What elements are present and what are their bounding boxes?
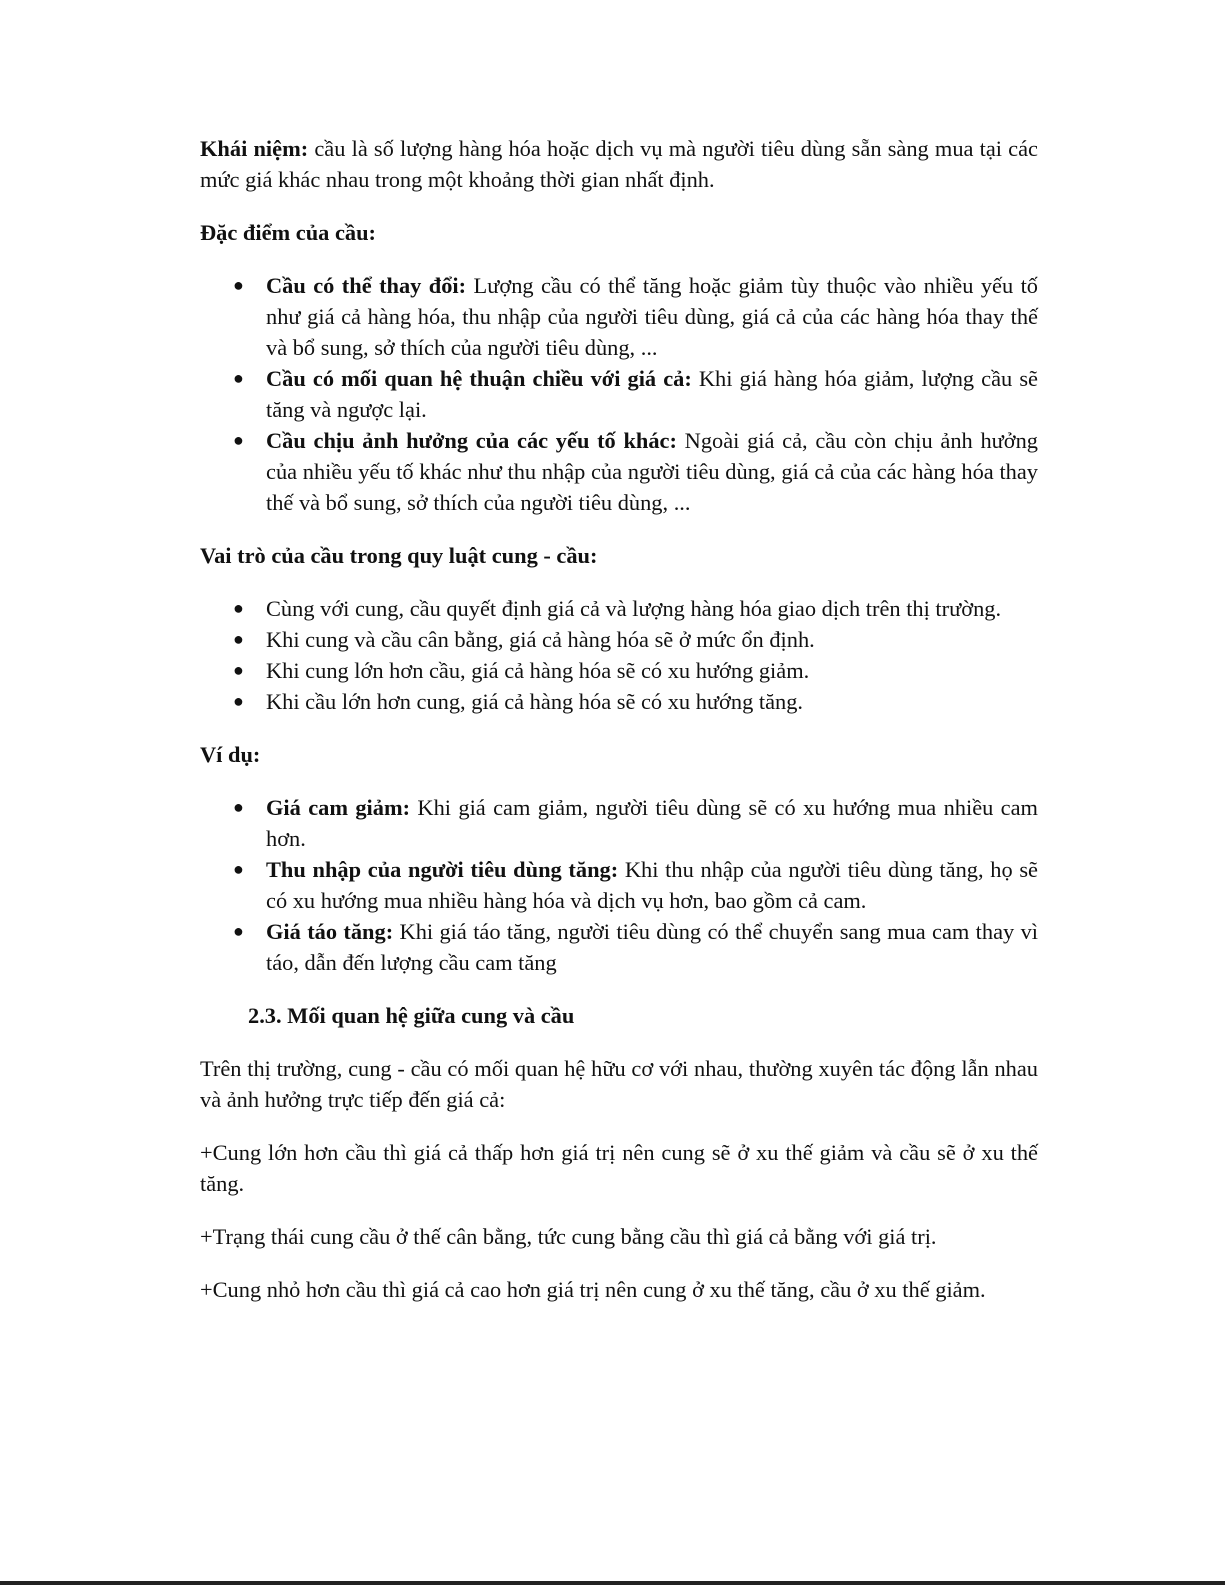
bullet-icon: ● (233, 797, 244, 817)
list-item (200, 655, 1038, 686)
list-item (200, 854, 1038, 916)
page-bottom-border (0, 1581, 1225, 1585)
item-text: Khi giá cam giảm, người tiêu dùng sẽ có xu hướng mua nhiều cam hơn. (266, 795, 1038, 851)
item-label: Thu nhập của người tiêu dùng tăng: (266, 857, 619, 882)
item-text: Lượng cầu có thể tăng hoặc giảm tùy thuộc vào nhiều yếu tố như giá cả hàng hóa, thu nhập của người tiêu dùng, giá cả của các hàng hóa thay thế và bổ sung, sở thích của người tiêu dùng, ... (266, 273, 1038, 360)
bullet-icon: ● (233, 691, 244, 711)
bullet-icon: ● (233, 598, 244, 618)
item-label: Cầu có thể thay đổi: (266, 273, 467, 298)
list-item (200, 363, 1038, 425)
item-text: Khi thu nhập của người tiêu dùng tăng, họ sẽ có xu hướng mua nhiều hàng hóa và dịch vụ hơn, bao gồm cả cam. (266, 857, 1038, 913)
list-item (200, 916, 1038, 978)
item-text: Khi giá táo tăng, người tiêu dùng có thể chuyển sang mua cam thay vì táo, dẫn đến lượng cầu cam tăng (266, 919, 1038, 975)
item-label: Giá táo tăng: (266, 919, 394, 944)
bullet-icon: ● (233, 921, 244, 941)
bullet-icon: ● (233, 368, 244, 388)
list-item (200, 686, 1038, 717)
item-text: Khi giá hàng hóa giảm, lượng cầu sẽ tăng và ngược lại. (266, 366, 1038, 422)
list-item (200, 270, 1038, 363)
relation-point: +Cung nhỏ hơn cầu thì giá cả cao hơn giá trị nên cung ở xu thế tăng, cầu ở xu thế giảm. (200, 1277, 986, 1302)
item-text: Ngoài giá cả, cầu còn chịu ảnh hưởng của nhiều yếu tố khác như thu nhập của người tiêu dùng, giá cả của các hàng hóa thay thế và bổ sung, sở thích của người tiêu dùng, ... (266, 428, 1039, 515)
bullet-icon: ● (233, 859, 244, 879)
item-text: Khi cung lớn hơn cầu, giá cả hàng hóa sẽ có xu hướng giảm. (266, 658, 810, 683)
relation-point: +Cung lớn hơn cầu thì giá cả thấp hơn giá trị nên cung sẽ ở xu thế giảm và cầu sẽ ở xu thế tăng. (200, 1140, 1038, 1196)
list-item (200, 792, 1038, 854)
role-list (200, 593, 1038, 717)
list-item (200, 624, 1038, 655)
definition-paragraph (200, 133, 1038, 195)
bullet-icon: ● (233, 660, 244, 680)
definition-label: Khái niệm: (200, 136, 309, 161)
item-label: Giá cam giảm: (266, 795, 411, 820)
list-item (200, 425, 1038, 518)
document-page (200, 133, 1038, 1327)
bullet-icon: ● (233, 430, 244, 450)
item-label: Cầu có mối quan hệ thuận chiều với giá cả: (266, 366, 692, 391)
item-text: Khi cầu lớn hơn cung, giá cả hàng hóa sẽ có xu hướng tăng. (266, 689, 804, 714)
bullet-icon: ● (233, 275, 244, 295)
examples-list (200, 792, 1038, 978)
item-label: Cầu chịu ảnh hưởng của các yếu tố khác: (266, 428, 677, 453)
characteristics-heading: Đặc điểm của cầu: (200, 220, 376, 245)
relation-point: +Trạng thái cung cầu ở thế cân bằng, tức cung bằng cầu thì giá cả bằng với giá trị. (200, 1224, 937, 1249)
definition-text: cầu là số lượng hàng hóa hoặc dịch vụ mà người tiêu dùng sẵn sàng mua tại các mức giá khác nhau trong một khoảng thời gian nhất định. (200, 136, 1038, 192)
bullet-icon: ● (233, 629, 244, 649)
list-item (200, 593, 1038, 624)
item-text: Cùng với cung, cầu quyết định giá cả và lượng hàng hóa giao dịch trên thị trường. (266, 596, 1002, 621)
examples-heading: Ví dụ: (200, 742, 261, 767)
characteristics-list (200, 270, 1038, 518)
section-2-3-intro: Trên thị trường, cung - cầu có mối quan hệ hữu cơ với nhau, thường xuyên tác động lẫn nhau và ảnh hưởng trực tiếp đến giá cả: (200, 1056, 1038, 1112)
role-heading: Vai trò của cầu trong quy luật cung - cầu: (200, 543, 598, 568)
section-2-3-heading: 2.3. Mối quan hệ giữa cung và cầu (248, 1003, 575, 1028)
item-text: Khi cung và cầu cân bằng, giá cả hàng hóa sẽ ở mức ổn định. (266, 627, 815, 652)
